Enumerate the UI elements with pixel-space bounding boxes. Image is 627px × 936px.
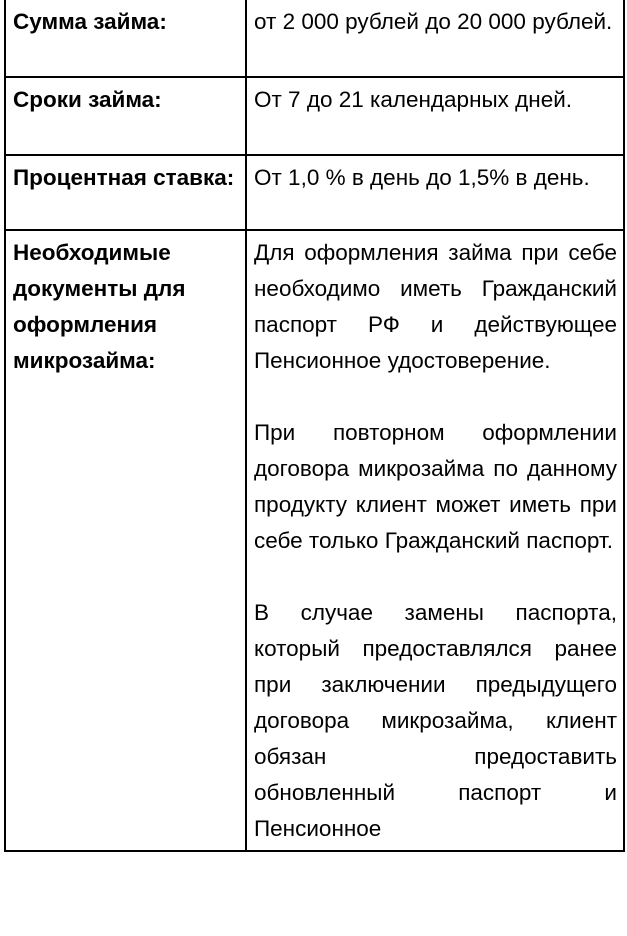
table-row-loan-amount — [5, 0, 624, 77]
table-row-interest-rate — [5, 155, 624, 230]
table-row-loan-term — [5, 77, 624, 155]
loan-term-label: Сроки займа: — [5, 77, 246, 155]
required-documents-label: Необходимые документы для оформления микрозайма: — [5, 230, 246, 851]
loan-amount-value: от 2 000 рублей до 20 000 рублей. — [246, 0, 624, 77]
loan-terms-table — [4, 0, 625, 852]
documents-paragraph-passport-replacement: В случае замены паспорта, который предоставлялся ранее при заключении предыдущего договора микрозайма, клиент обязан предоставить обновленный паспорт и Пенсионное — [254, 600, 617, 841]
interest-rate-label: Процентная ставка: — [5, 155, 246, 230]
loan-amount-label: Сумма займа: — [5, 0, 246, 77]
table-row-required-documents — [5, 230, 624, 851]
documents-paragraph-repeat-loan: При повторном оформлении договора микрозайма по данному продукту клиент может иметь при себе только Гражданский паспорт. — [254, 420, 617, 553]
required-documents-value — [246, 230, 624, 851]
documents-paragraph-first-loan: Для оформления займа при себе необходимо иметь Гражданский паспорт РФ и действующее Пенсионное удостоверение. — [254, 240, 617, 373]
loan-term-value: От 7 до 21 календарных дней. — [246, 77, 624, 155]
interest-rate-value: От 1,0 % в день до 1,5% в день. — [246, 155, 624, 230]
